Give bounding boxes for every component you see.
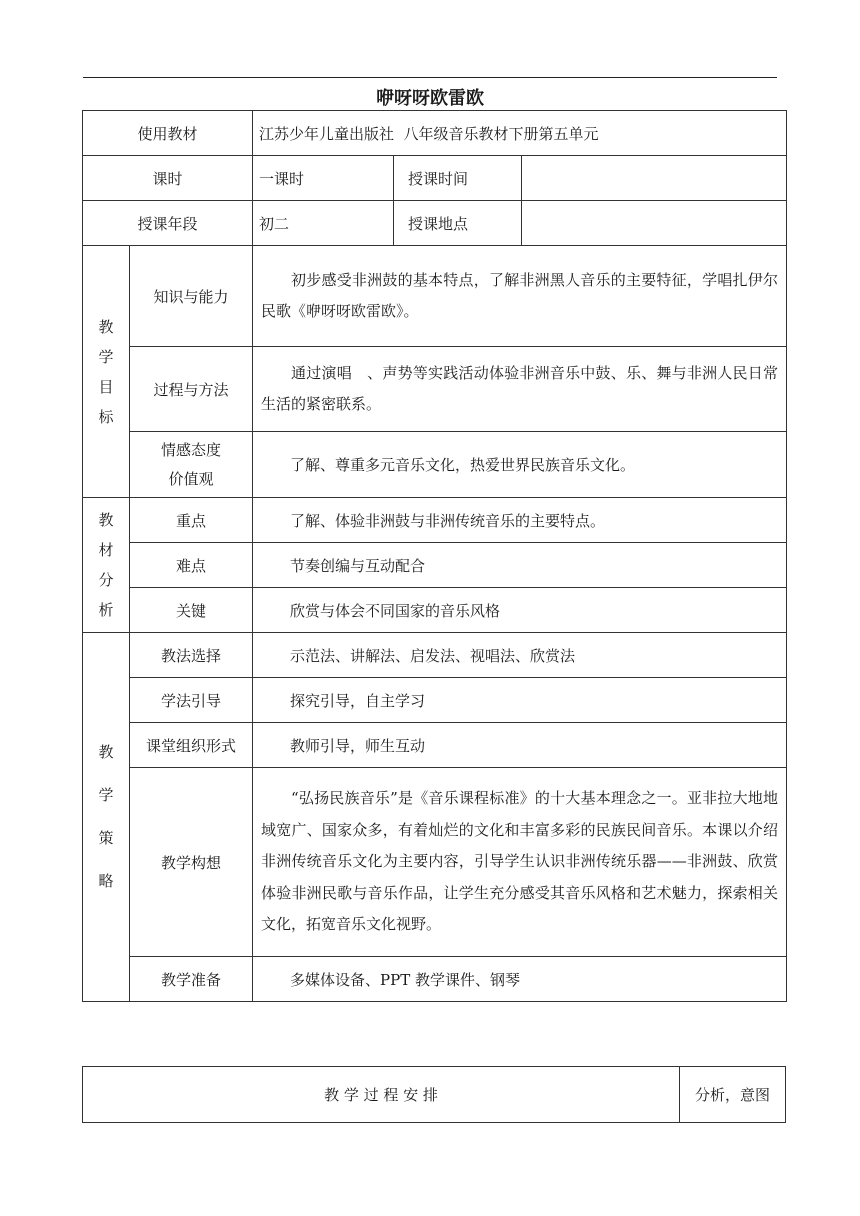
emotion-label-line-2: 价值观 [168, 469, 214, 488]
method-row [83, 347, 787, 432]
crux-text: 欣赏与体会不同国家的音乐风格 [253, 588, 787, 633]
analysis-group-label [83, 498, 130, 633]
period-label: 课时 [83, 156, 253, 201]
time-label: 授课时间 [394, 156, 522, 201]
grade-value: 初二 [253, 201, 394, 246]
grade-label: 授课年段 [83, 201, 253, 246]
key-text: 了解、体验非洲鼓与非洲传统音乐的主要特点。 [253, 498, 787, 543]
lesson-plan-table [82, 110, 787, 1002]
period-row [83, 156, 787, 201]
organization-text: 教师引导，师生互动 [253, 723, 787, 768]
textbook-row [83, 111, 787, 156]
crux-label: 关键 [130, 588, 253, 633]
difficulty-label: 难点 [130, 543, 253, 588]
teaching-method-label: 教法选择 [130, 633, 253, 678]
goals-group-label [83, 246, 130, 498]
emotion-label [130, 432, 253, 498]
page-title: 咿呀呀欧雷欧 [376, 88, 484, 109]
knowledge-row [83, 246, 787, 347]
prep-text: 多媒体设备、PPT 教学课件、钢琴 [253, 957, 787, 1002]
key-row [83, 498, 787, 543]
learning-row [83, 678, 787, 723]
difficulty-text: 节奏创编与互动配合 [253, 543, 787, 588]
analysis-char: 析 [98, 601, 114, 619]
process-method-text: 通过演唱 、声势等实践活动体验非洲音乐中鼓、乐、舞与非洲人民日常生活的紧密联系。 [253, 347, 787, 432]
teaching-method-row [83, 633, 787, 678]
strategy-char: 学 [98, 786, 114, 804]
concept-text: “弘扬民族音乐”是《音乐课程标准》的十大基本理念之一。亚非拉大地地域宽广、国家众多，有着灿烂的文化和丰富多彩的民族民间音乐。本课以介绍非洲传统音乐文化为主要内容，引导学生认识非洲传统乐器——非洲鼓、欣赏体验非洲民歌与音乐作品，让学生充分感受其音乐风格和艺术魅力，探索相关文化，拓宽音乐文化视野。 [253, 768, 787, 957]
concept-label: 教学构想 [130, 768, 253, 957]
difficulty-row [83, 543, 787, 588]
prep-label: 教学准备 [130, 957, 253, 1002]
place-label: 授课地点 [394, 201, 522, 246]
analysis-char: 教 [98, 511, 114, 529]
grade-row [83, 201, 787, 246]
emotion-row [83, 432, 787, 498]
header-rule [83, 77, 777, 78]
textbook-value: 江苏少年儿童出版社 八年级音乐教材下册第五单元 [253, 111, 787, 156]
emotion-label-line-1: 情感态度 [161, 440, 222, 459]
knowledge-label: 知识与能力 [130, 246, 253, 347]
period-value: 一课时 [253, 156, 394, 201]
prep-row [83, 957, 787, 1002]
goals-char: 学 [98, 347, 114, 366]
emotion-text: 了解、尊重多元音乐文化，热爱世界民族音乐文化。 [253, 432, 787, 498]
teaching-method-text: 示范法、讲解法、启发法、视唱法、欣赏法 [253, 633, 787, 678]
learning-text: 探究引导，自主学习 [253, 678, 787, 723]
learning-label: 学法引导 [130, 678, 253, 723]
strategy-char: 教 [98, 743, 114, 761]
concept-row [83, 768, 787, 957]
goals-char: 标 [98, 407, 114, 426]
organization-label: 课堂组织形式 [130, 723, 253, 768]
goals-char: 教 [98, 317, 114, 336]
textbook-label: 使用教材 [83, 111, 253, 156]
process-table [82, 1066, 786, 1123]
process-arrangement-label: 教 学 过 程 安 排 [83, 1067, 680, 1123]
knowledge-text: 初步感受非洲鼓的基本特点，了解非洲黑人音乐的主要特征，学唱扎伊尔民歌《咿呀呀欧雷欧》。 [253, 246, 787, 347]
time-value [522, 156, 787, 201]
strategy-group-label [83, 633, 130, 1002]
analysis-char: 材 [98, 541, 114, 559]
crux-row [83, 588, 787, 633]
goals-char: 目 [98, 377, 114, 396]
process-analysis-label: 分析，意图 [680, 1067, 786, 1123]
process-method-label: 过程与方法 [130, 347, 253, 432]
analysis-char: 分 [98, 571, 114, 589]
organization-row [83, 723, 787, 768]
strategy-char: 略 [98, 872, 114, 890]
process-header-row [83, 1067, 786, 1123]
strategy-char: 策 [98, 829, 114, 847]
place-value [522, 201, 787, 246]
key-label: 重点 [130, 498, 253, 543]
